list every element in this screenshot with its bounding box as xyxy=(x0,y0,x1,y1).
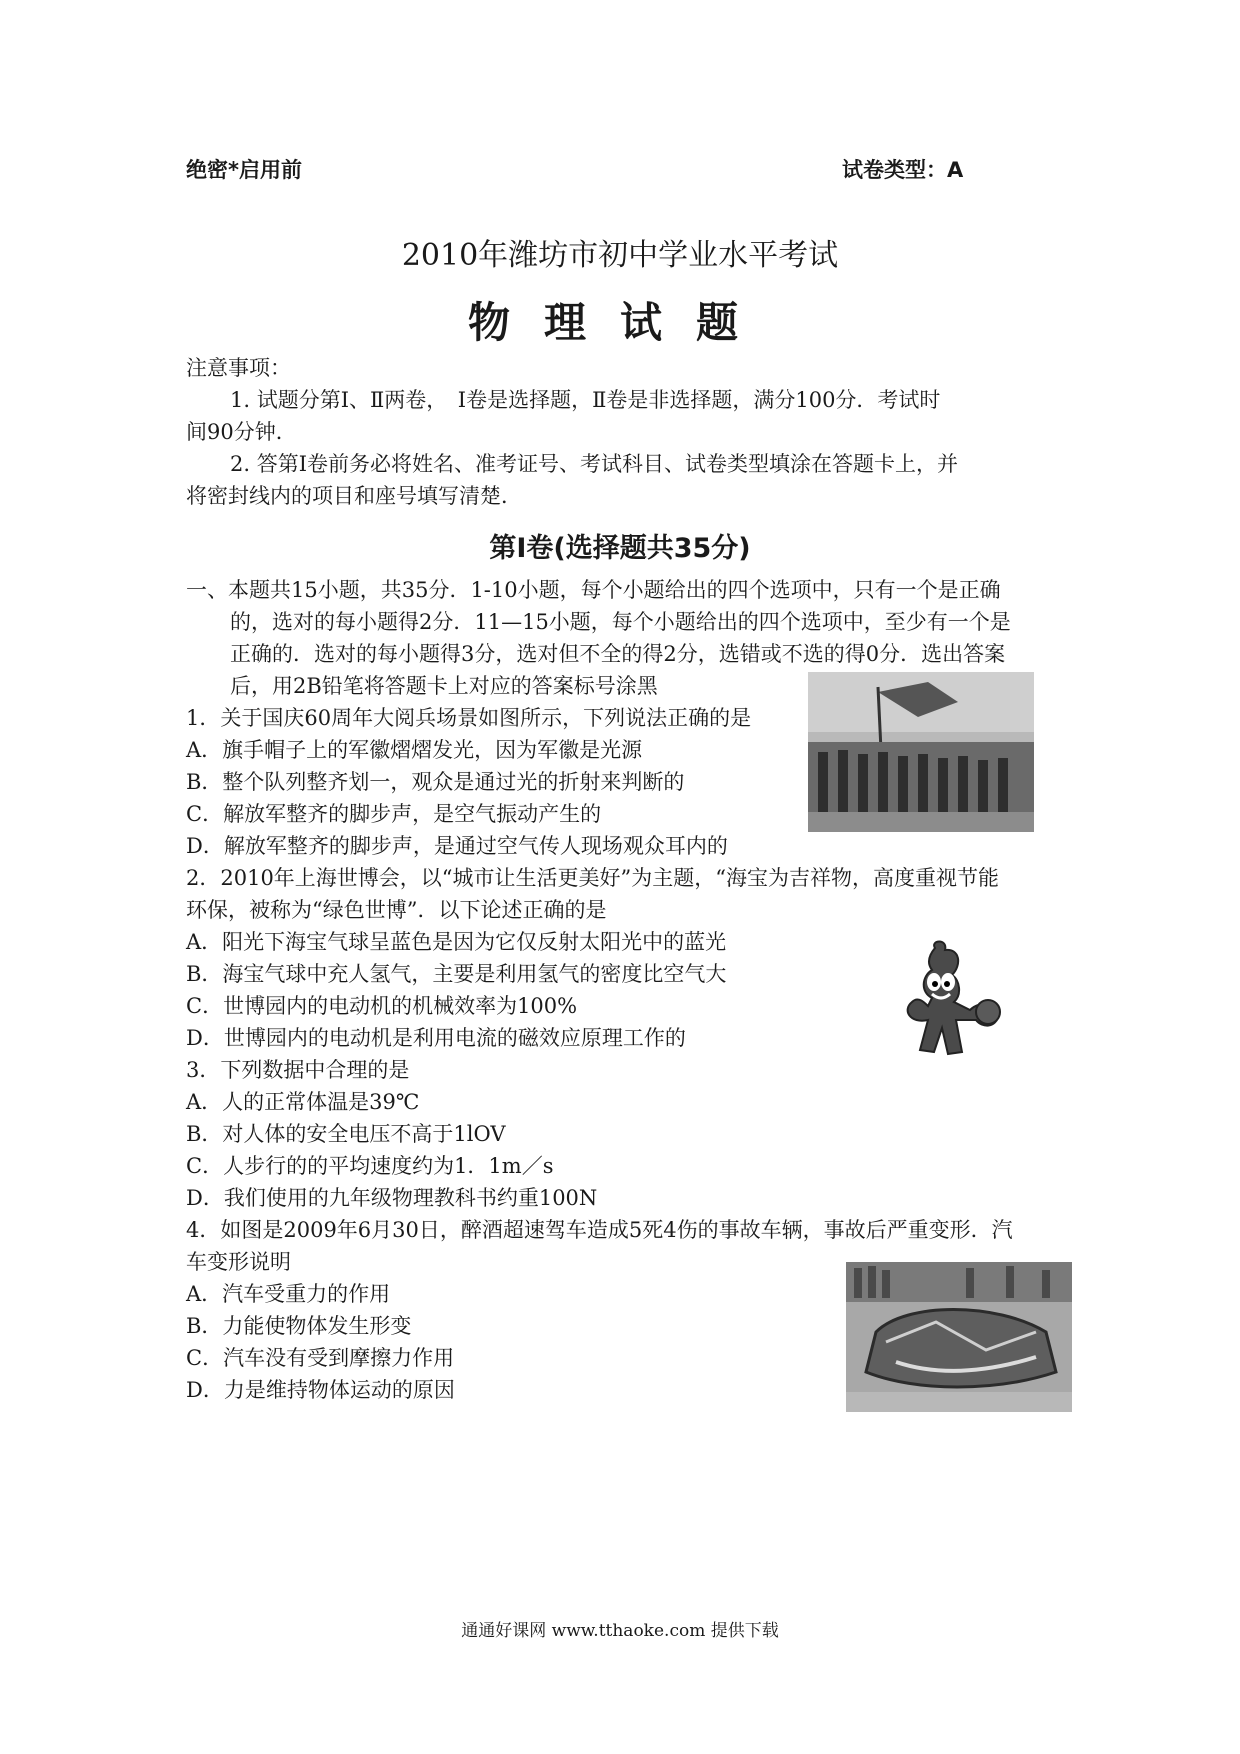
question-1-option-b: B．整个队列整齐划一，观众是通过光的折射来判断的 xyxy=(186,770,685,794)
notes-line: 将密封线内的项目和座号填写清楚． xyxy=(186,484,522,508)
notes-line: 间90分钟． xyxy=(186,420,297,444)
question-3-option-d: D．我们使用的九年级物理教科书约重100N xyxy=(186,1186,598,1210)
question-3-option-b: B．对人体的安全电压不高于1lOV xyxy=(186,1122,506,1146)
subject-title: 物理试题 xyxy=(467,298,772,347)
instruction-line: 的，选对的每小题得2分．11—15小题，每个小题给出的四个选项中，至少有一个是 xyxy=(230,610,1011,634)
question-1-option-c: C．解放军整齐的脚步声，是空气振动产生的 xyxy=(186,802,602,826)
instruction-line: 一、本题共15小题，共35分．1-10小题，每个小题给出的四个选项中，只有一个是正确 xyxy=(186,578,1001,602)
question-2-option-c: C．世博园内的电动机的机械效率为100% xyxy=(186,994,578,1018)
mascot-haibao-image xyxy=(890,940,1020,1060)
confidential-label: 绝密*启用前 xyxy=(186,158,302,182)
question-3-stem: 3．下列数据中合理的是 xyxy=(186,1058,410,1082)
question-2-option-b: B．海宝气球中充人氢气，主要是利用氢气的密度比空气大 xyxy=(186,962,727,986)
question-2-stem: 2．2010年上海世博会，以“城市让生活更美好”为主题，“海宝为吉祥物，高度重视节能 xyxy=(186,866,1000,890)
question-3-option-c: C．人步行的的平均速度约为1．1m／s xyxy=(186,1154,554,1178)
crashed-car-photo xyxy=(846,1262,1072,1412)
section-title: 第Ⅰ卷(选择题共35分) xyxy=(489,533,751,564)
question-3-option-a: A．人的正常体温是39℃ xyxy=(186,1090,420,1114)
question-4-option-b: B．力能使物体发生形变 xyxy=(186,1314,412,1338)
notes-heading: 注意事项： xyxy=(186,356,291,380)
question-2-option-a: A．阳光下海宝气球呈蓝色是因为它仅反射太阳光中的蓝光 xyxy=(186,930,727,954)
question-2-stem: 环保，被称为“绿色世博”．以下论述正确的是 xyxy=(186,898,607,922)
instruction-line: 正确的．选对的每小题得3分，选对但不全的得2分，选错或不选的得0分．选出答案 xyxy=(230,642,1006,666)
exam-title: 2010年潍坊市初中学业水平考试 xyxy=(401,238,839,273)
instruction-line: 后，用2B铅笔将答题卡上对应的答案标号涂黑 xyxy=(230,674,658,698)
question-4-option-d: D．力是维持物体运动的原因 xyxy=(186,1378,455,1402)
question-4-stem: 车变形说明 xyxy=(186,1250,291,1274)
question-2-option-d: D．世博园内的电动机是利用电流的磁效应原理工作的 xyxy=(186,1026,686,1050)
parade-photo xyxy=(808,672,1034,832)
notes-line: 2. 答第Ⅰ卷前务必将姓名、准考证号、考试科目、试卷类型填涂在答题卡上，并 xyxy=(230,452,959,476)
question-1-option-d: D．解放军整齐的脚步声，是通过空气传人现场观众耳内的 xyxy=(186,834,728,858)
question-4-option-c: C．汽车没有受到摩擦力作用 xyxy=(186,1346,455,1370)
footer-source: 通通好课网 www.tthaoke.com 提供下载 xyxy=(461,1621,779,1641)
question-1-option-a: A．旗手帽子上的军徽熠熠发光，因为军徽是光源 xyxy=(186,738,643,762)
question-4-option-a: A．汽车受重力的作用 xyxy=(186,1282,391,1306)
notes-line: 1. 试题分第Ⅰ、Ⅱ两卷， Ⅰ卷是选择题，Ⅱ卷是非选择题，满分100分．考试时 xyxy=(230,388,941,412)
paper-type-label: 试卷类型：A xyxy=(842,158,964,182)
question-1-stem: 1．关于国庆60周年大阅兵场景如图所示，下列说法正确的是 xyxy=(186,706,752,730)
question-4-stem: 4．如图是2009年6月30日，醉酒超速驾车造成5死4伤的事故车辆，事故后严重变形．汽 xyxy=(186,1218,1013,1242)
